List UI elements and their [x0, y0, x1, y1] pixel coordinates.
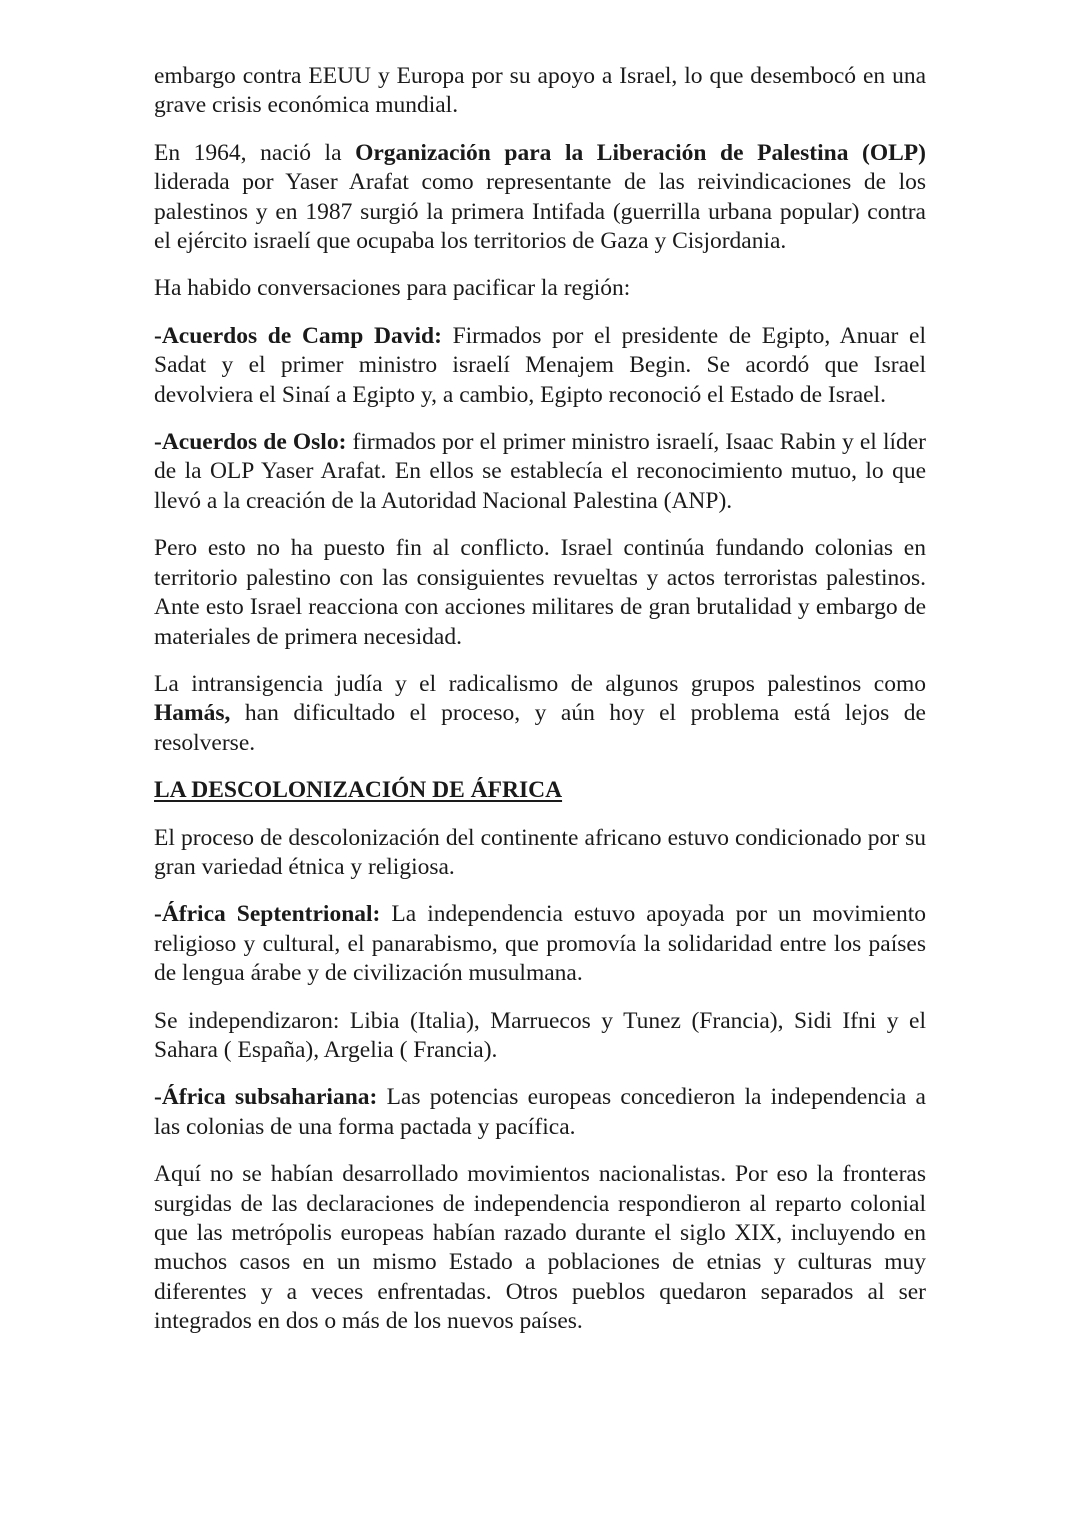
paragraph-independizaron [154, 1007, 926, 1066]
paragraph-text: Ha habido conversaciones para pacificar la región: [154, 275, 631, 302]
paragraph-text: liderada por Yaser Arafat como representante de las reivindicaciones de los palestinos y en 1987 surgió la primera Intifada (guerrilla urbana popular) contra el ejército israelí que ocupaba los territorios de Gaza y Cisjordania. [154, 169, 926, 255]
paragraph-septentrional [154, 900, 926, 988]
paragraph-conflicto [154, 534, 926, 652]
document-page [154, 62, 926, 1355]
paragraph-subsahariana [154, 1083, 926, 1142]
bold-term-olp: Organización para la Liberación de Palestina (OLP) [355, 139, 926, 166]
paragraph-text: han dificultado el proceso, y aún hoy el problema está lejos de resolverse. [154, 700, 926, 756]
paragraph-olp [154, 139, 926, 257]
paragraph-oslo [154, 428, 926, 516]
paragraph-text: embargo contra EEUU y Europa por su apoyo a Israel, lo que desembocó en una grave crisis económica mundial. [154, 63, 926, 119]
paragraph-text: Pero esto no ha puesto fin al conflicto. Israel continúa fundando colonias en territorio palestino con las consiguientes revueltas y actos terroristas palestinos. Ante esto Israel reacciona con acciones militares de gran brutalidad y embargo de materiales de primera necesidad. [154, 535, 926, 650]
paragraph-camp-david [154, 322, 926, 410]
paragraph-text: Firmados por el presidente de Egipto, Anuar el Sadat y el primer ministro israelí Menajem Begin. Se acordó que Israel devolviera el Sinaí a Egipto y, a cambio, Egipto reconoció el Estado de Israel. [154, 322, 927, 408]
paragraph-text: La independencia estuvo apoyada por un movimiento religioso y cultural, el panarabismo, que promovía la solidaridad entre los países de lengua árabe y de civilización musulmana. [154, 901, 927, 987]
paragraph-text: Se independizaron: Libia (Italia), Marruecos y Tunez (Francia), Sidi Ifni y el Sahara ( España), Argelia ( Francia). [154, 1007, 926, 1063]
bold-term-hamas: Hamás, [154, 700, 231, 727]
paragraph-text: Aquí no se habían desarrollado movimientos nacionalistas. Por eso la fronteras surgidas de las declaraciones de independencia respondieron al reparto colonial que las metrópolis europeas habían razado durante el siglo XIX, incluyendo en muchos casos en un mismo Estado a poblaciones de etnias y culturas muy diferentes y a veces enfrentadas. Otros pueblos quedaron separados al ser integrados en dos o más de los nuevos países. [154, 1161, 926, 1335]
bold-term-oslo: -Acuerdos de Oslo: [154, 429, 347, 456]
paragraph-text: El proceso de descolonización del continente africano estuvo condicionado por su gran variedad étnica y religiosa. [154, 824, 926, 880]
paragraph-fronteras [154, 1160, 926, 1336]
paragraph-embargo [154, 62, 926, 121]
paragraph-text: firmados por el primer ministro israelí, Isaac Rabin y el líder de la OLP Yaser Arafat. En ellos se establecía el reconocimiento mutuo, lo que llevó a la creación de la Autoridad Nacional Palestina (ANP). [154, 429, 927, 514]
paragraph-proceso [154, 824, 926, 883]
paragraph-conversaciones [154, 274, 926, 303]
bold-term-septentrional: -África Septentrional: [154, 901, 381, 928]
bold-term-camp-david: -Acuerdos de Camp David: [154, 322, 442, 349]
section-heading-africa: LA DESCOLONIZACIÓN DE ÁFRICA [154, 777, 563, 804]
paragraph-text: La intransigencia judía y el radicalismo de algunos grupos palestinos como [154, 670, 926, 697]
paragraph-hamas [154, 670, 926, 758]
bold-term-subsahariana: -África subsahariana: [154, 1084, 378, 1111]
paragraph-text: En 1964, nació la [154, 139, 356, 166]
paragraph-text: Las potencias europeas concedieron la independencia a las colonias de una forma pactada y pacífica. [154, 1084, 926, 1140]
